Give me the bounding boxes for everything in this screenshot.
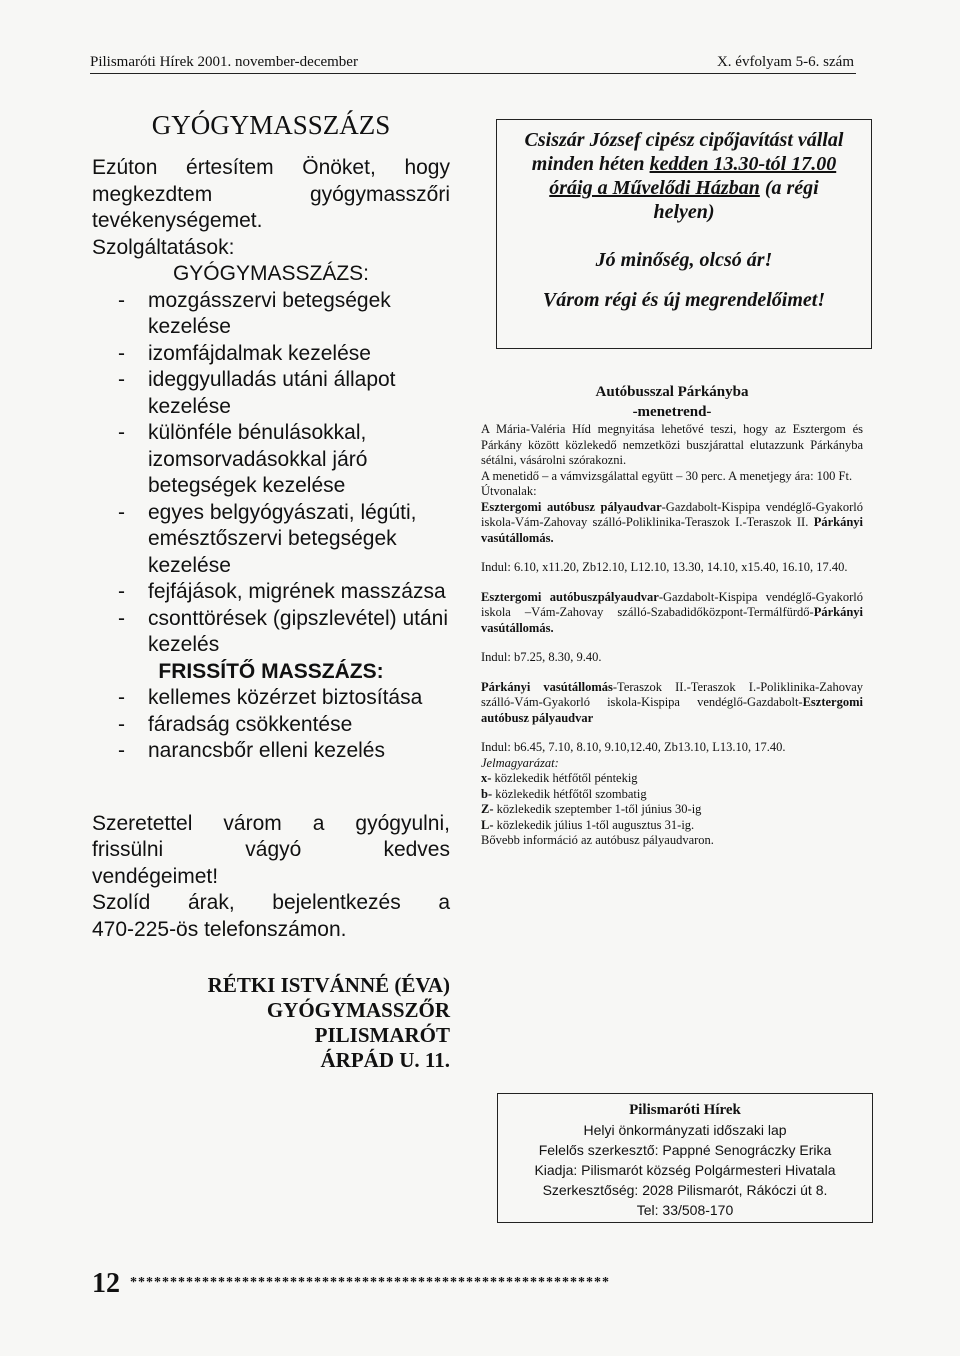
route-3: Párkányi vasútállomás-Teraszok II.-Teraszok I.-Poliklinika-Zahovay szálló-Vám-Gyakorló iskola-Kispipa vendéglő-Gazdabolt-Esztergomi autóbusz pályaudvar — [481, 679, 863, 725]
imprint-line: Kiadja: Pilismarót község Polgármesteri Hivatala — [534, 1162, 836, 1178]
header-volume: X. évfolyam 5-6. szám — [716, 54, 854, 70]
route-1-times: Indul: 6.10, x11.20, Zb12.10, L12.10, 13.30, 14.10, x15.40, 16.10, 17.40. — [481, 560, 848, 574]
route-2-times: Indul: b7.25, 8.30, 9.40. — [481, 650, 602, 664]
cobbler-line-4: helyen) — [653, 201, 715, 223]
route-2: Esztergomi autóbuszpályaudvar-Gazdabolt-Kispipa vendéglő-Gyakorló iskola –Vám-Zahovay szálló-Szabadidőközpont-Termálfürdő-Párkányi vasútállomás. — [481, 589, 863, 635]
list-item: - narancsbőr elleni kezelés — [92, 738, 450, 765]
bus-subtitle: -menetrend- — [632, 404, 712, 420]
legend-item: b- közlekedik hétfőtől szombatig — [481, 786, 647, 801]
list-item: - izomfájdalmak kezelése — [92, 341, 450, 368]
bus-duration: A menetidő – a vámvizsgálattal együtt – 30 perc. A menetjegy ára: 100 Ft. — [481, 468, 853, 483]
page-footer — [92, 1268, 872, 1300]
signature-address: ÁRPÁD U. 11. — [320, 1048, 450, 1072]
list-item: - fejfájások, migrének masszázsa — [92, 579, 450, 606]
more-info: Bővebb információ az autóbusz pályaudvaron. — [481, 833, 714, 847]
legend-item: Z- közlekedik szeptember 1-től június 30-ig — [481, 802, 702, 816]
cobbler-line-3: óráig a Művelődi Házban (a régi — [549, 177, 819, 199]
section2-list — [92, 685, 450, 765]
bus-title: Autóbusszal Párkányba — [595, 384, 749, 400]
page-number: 12 — [92, 1268, 120, 1299]
legend-label: Jelmagyarázat: — [481, 755, 559, 770]
closing-line-1b: frissülni vágyó kedves — [92, 838, 450, 861]
list-item: - különféle bénulásokkal, izomsorvadásokkal járó betegségek kezelése — [92, 420, 450, 500]
imprint-line: Felelős szerkesztő: Pappné Senográczky Erika — [538, 1142, 832, 1158]
legend-item: x- közlekedik hétfőtől péntekig — [481, 771, 638, 785]
imprint-line: Szerkesztőség: 2028 Pilismarót, Rákóczi út 8. — [542, 1182, 828, 1198]
section2-title: FRISSÍTŐ MASSZÁZS: — [158, 659, 384, 683]
section1-list — [92, 288, 450, 659]
imprint-line: Helyi önkormányzati időszaki lap — [583, 1122, 787, 1138]
intro-line-2: megkezdtem gyógymasszőri — [92, 182, 450, 206]
footer-stars: ************************************************************ — [130, 1275, 610, 1290]
cobbler-line-1: Csiszár József cipész cipőjavítást vállal — [524, 129, 844, 151]
list-item: - fáradság csökkentése — [92, 712, 450, 739]
list-item: - ideggyulladás utáni állapot kezelése — [92, 367, 450, 420]
signature-block — [92, 973, 450, 1073]
signature-name: RÉTKI ISTVÁNNÉ (ÉVA) — [207, 973, 450, 997]
closing-line-1a: Szeretettel várom a gyógyulni, — [92, 811, 450, 835]
bus-timetable — [481, 382, 863, 849]
cobbler-slogan: Jó minőség, olcsó ár! — [595, 249, 773, 271]
signature-title: GYÓGYMASSZŐR — [266, 998, 450, 1022]
intro-line-3: tevékenységemet. — [92, 209, 263, 232]
cobbler-line-2: minden héten kedden 13.30-tól 17.00 — [531, 153, 837, 175]
legend-item: L- közlekedik július 1-től augusztus 31-ig. — [481, 817, 695, 832]
closing-line-2a: Szolíd árak, bejelentkezés a — [92, 891, 450, 914]
route-label: Útvonalak: — [481, 484, 537, 498]
section1-title: GYÓGYMASSZÁZS: — [172, 262, 370, 285]
bus-intro: A Mária-Valéria Híd megnyitása lehetővé teszi, hogy az Esztergom és Párkány között közlekedő nemzetközi buszjárattal elutazzunk Párkányba sétálni, vásárolni szórakozni. — [481, 422, 863, 467]
list-item: - csonttörések (gipszlevétel) utáni kezelés — [92, 606, 450, 659]
closing-line-1c: vendégeimet! — [92, 864, 219, 888]
route-3-times: Indul: b6.45, 7.10, 8.10, 9.10,12.40, Zb13.10, L13.10, 17.40. — [481, 740, 786, 754]
header-rule — [90, 73, 856, 74]
intro-line-1: Ezúton értesítem Önöket, hogy — [92, 156, 450, 179]
list-item: - kellemes közérzet biztosítása — [92, 685, 450, 712]
closing-line-2b: 470-225-ös telefonszámon. — [92, 917, 347, 941]
signature-town: PILISMARÓT — [314, 1023, 450, 1047]
list-item: - mozgásszervi betegségek kezelése — [92, 288, 450, 341]
imprint-box — [497, 1093, 873, 1223]
list-item: - egyes belgyógyászati, légúti, emésztőszervi betegségek kezelése — [92, 500, 450, 580]
advert-title: GYÓGYMASSZÁZS — [151, 110, 391, 140]
cobbler-invite: Várom régi és új megrendelőimet! — [542, 289, 826, 311]
header-publication: Pilismaróti Hírek 2001. november-december — [90, 54, 358, 70]
imprint-title: Pilismaróti Hírek — [629, 1102, 741, 1118]
massage-advert — [92, 110, 450, 1073]
cobbler-advert — [496, 119, 872, 349]
route-1: Esztergomi autóbusz pályaudvar-Gazdabolt-Kispipa vendéglő-Gyakorló iskola-Vám-Zahovay szálló-Poliklinika-Teraszok I.-Teraszok II. Párkányi vasútállomás. — [481, 499, 863, 545]
imprint-line: Tel: 33/508-170 — [636, 1202, 734, 1218]
services-label: Szolgáltatások: — [92, 235, 235, 259]
